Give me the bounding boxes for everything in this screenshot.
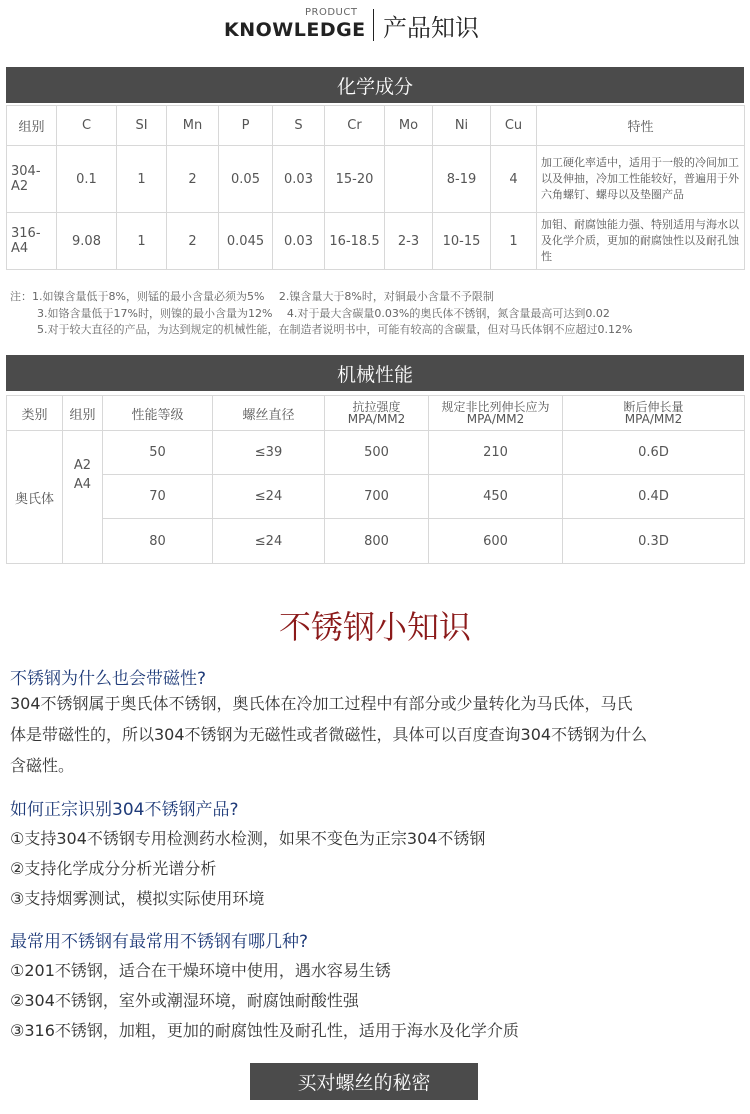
chem-th: S — [273, 106, 325, 146]
table-row — [7, 146, 745, 213]
mech-cell: 700 — [325, 475, 429, 519]
mech-th-elong — [563, 396, 745, 431]
chem-th: 组别 — [7, 106, 57, 146]
answer-3-item: ①201不锈钢，适合在干燥环境中使用，遇水容易生锈 — [10, 961, 391, 980]
page-header — [0, 0, 750, 58]
answer-3-item: ②304不锈钢，室外或潮湿环境，耐腐蚀耐酸性强 — [10, 991, 359, 1010]
table-row — [7, 431, 745, 475]
chem-cell: 1 — [117, 213, 167, 270]
chem-th: C — [57, 106, 117, 146]
chem-th: Mn — [167, 106, 219, 146]
chem-cell: 1 — [117, 146, 167, 213]
table-row — [7, 519, 745, 564]
answer-3-item: ③316不锈钢，加粗，更加的耐腐蚀性及耐孔性，适用于海水及化学介质 — [10, 1021, 519, 1040]
chem-cell: 9.08 — [57, 213, 117, 270]
mech-cell: ≤39 — [213, 431, 325, 475]
chem-th: SI — [117, 106, 167, 146]
chem-cell: 304-A2 — [7, 146, 57, 213]
note-line: 3.如铬含量低于17%时，则镍的最小含量为12% 4.对于最大含碳量0.03%的奥氏体不锈钢，氮含量最高可达到0.02 — [37, 306, 610, 320]
chem-cell: 0.045 — [219, 213, 273, 270]
mech-group-a2: A2 — [63, 431, 103, 475]
mech-cell: 600 — [429, 519, 563, 564]
answer-1 — [10, 688, 745, 781]
chem-cell: 4 — [491, 146, 537, 213]
mech-th-label: 断后伸长量 — [623, 400, 684, 414]
knowledge-title: 不锈钢小知识 — [278, 608, 471, 646]
mech-cell: 80 — [103, 519, 213, 564]
chem-th: Mo — [385, 106, 433, 146]
chem-notes — [10, 289, 632, 339]
mech-cell: 0.3D — [563, 519, 745, 564]
mech-cell: 450 — [429, 475, 563, 519]
chem-cell: 2 — [167, 146, 219, 213]
answer-1-line: 304不锈钢属于奥氏体不锈钢，奥氏体在冷加工过程中有部分或少量转化为马氏体，马氏 — [10, 694, 633, 713]
chem-th: 特性 — [537, 106, 745, 146]
chem-cell: 10-15 — [433, 213, 491, 270]
chem-cell: 16-18.5 — [325, 213, 385, 270]
mech-cell: 70 — [103, 475, 213, 519]
mech-cell: ≤24 — [213, 475, 325, 519]
mech-category: 奥氏体 — [7, 431, 63, 564]
mech-cell: ≤24 — [213, 519, 325, 564]
chem-cell: 15-20 — [325, 146, 385, 213]
chem-th: P — [219, 106, 273, 146]
mech-section-title: 机械性能 — [6, 355, 744, 391]
question-1: 不锈钢为什么也会带磁性? — [10, 669, 207, 689]
answer-2-item: ①支持304不锈钢专用检测药水检测，如果不变色为正宗304不锈钢 — [10, 829, 486, 848]
chem-table — [6, 105, 745, 270]
chem-th: Cu — [491, 106, 537, 146]
mech-th-unit: MPA/MM2 — [466, 412, 525, 426]
answer-1-line: 含磁性。 — [10, 756, 75, 775]
chem-cell: 0.03 — [273, 213, 325, 270]
secret-button[interactable]: 买对螺丝的秘密 — [248, 1061, 480, 1102]
mech-cell: 50 — [103, 431, 213, 475]
mech-cell: 0.4D — [563, 475, 745, 519]
table-row — [7, 213, 745, 270]
mech-cell: 800 — [325, 519, 429, 564]
chem-cell: 1 — [491, 213, 537, 270]
answer-2-item: ②支持化学成分分析光谱分析 — [10, 859, 217, 878]
mech-table — [6, 395, 745, 564]
mech-th: 组别 — [63, 396, 103, 431]
mech-th: 螺丝直径 — [213, 396, 325, 431]
chem-cell: 0.1 — [57, 146, 117, 213]
header-divider — [373, 9, 374, 41]
question-2: 如何正宗识别304不锈钢产品? — [10, 800, 239, 820]
mech-cell: 0.6D — [563, 431, 745, 475]
mech-th-tensile — [325, 396, 429, 431]
chem-section-title: 化学成分 — [6, 67, 744, 103]
chem-cell: 316-A4 — [7, 213, 57, 270]
chem-feature: 加工硬化率适中，适用于一般的冷间加工以及伸抽，冷加工性能较好，普遍用于外六角螺钉、螺母以及垫圈产品 — [537, 146, 745, 213]
note-line: 注：1.如镍含量低于8%，则锰的最小含量必须为5% 2.镍含量大于8%时，对铜最小含量不予限制 — [10, 290, 494, 303]
header-knowledge-label: KNOWLEDGE — [224, 19, 366, 41]
chem-cell: 8-19 — [433, 146, 491, 213]
chem-cell: 2-3 — [385, 213, 433, 270]
mech-th-label: 抗拉强度 — [352, 400, 401, 414]
answer-2-item: ③支持烟雾测试，模拟实际使用环境 — [10, 889, 265, 908]
mech-th: 性能等级 — [103, 396, 213, 431]
mech-th: 类别 — [7, 396, 63, 431]
mech-cell: 500 — [325, 431, 429, 475]
chem-cell — [385, 146, 433, 213]
mech-th-label: 规定非比列伸长应为 — [441, 400, 550, 414]
header-title: 产品知识 — [383, 14, 479, 42]
mech-th-unit: MPA/MM2 — [624, 412, 683, 426]
mech-cell: 210 — [429, 431, 563, 475]
table-row — [7, 475, 745, 519]
mech-header-row — [7, 396, 745, 431]
mech-th-unit: MPA/MM2 — [347, 412, 406, 426]
chem-cell: 2 — [167, 213, 219, 270]
header-product-label: PRODUCT — [305, 7, 358, 18]
answer-1-line: 体是带磁性的，所以304不锈钢为无磁性或者微磁性，具体可以百度查询304不锈钢为什么 — [10, 725, 648, 744]
chem-header-row — [7, 106, 745, 146]
chem-th: Cr — [325, 106, 385, 146]
chem-th: Ni — [433, 106, 491, 146]
mech-th-yield — [429, 396, 563, 431]
question-3: 最常用不锈钢有最常用不锈钢有哪几种? — [10, 932, 309, 952]
mech-group-empty — [63, 519, 103, 564]
chem-cell: 0.03 — [273, 146, 325, 213]
mech-group-a4: A4 — [63, 475, 103, 519]
chem-cell: 0.05 — [219, 146, 273, 213]
note-line: 5.对于较大直径的产品，为达到规定的机械性能，在制造者说明书中，可能有较高的含碳量，但对马氏体钢不应超过0.12% — [37, 323, 633, 336]
chem-feature: 加钼、耐腐蚀能力强、特别适用与海水以及化学介质，更加的耐腐蚀性以及耐孔蚀性 — [537, 213, 745, 270]
